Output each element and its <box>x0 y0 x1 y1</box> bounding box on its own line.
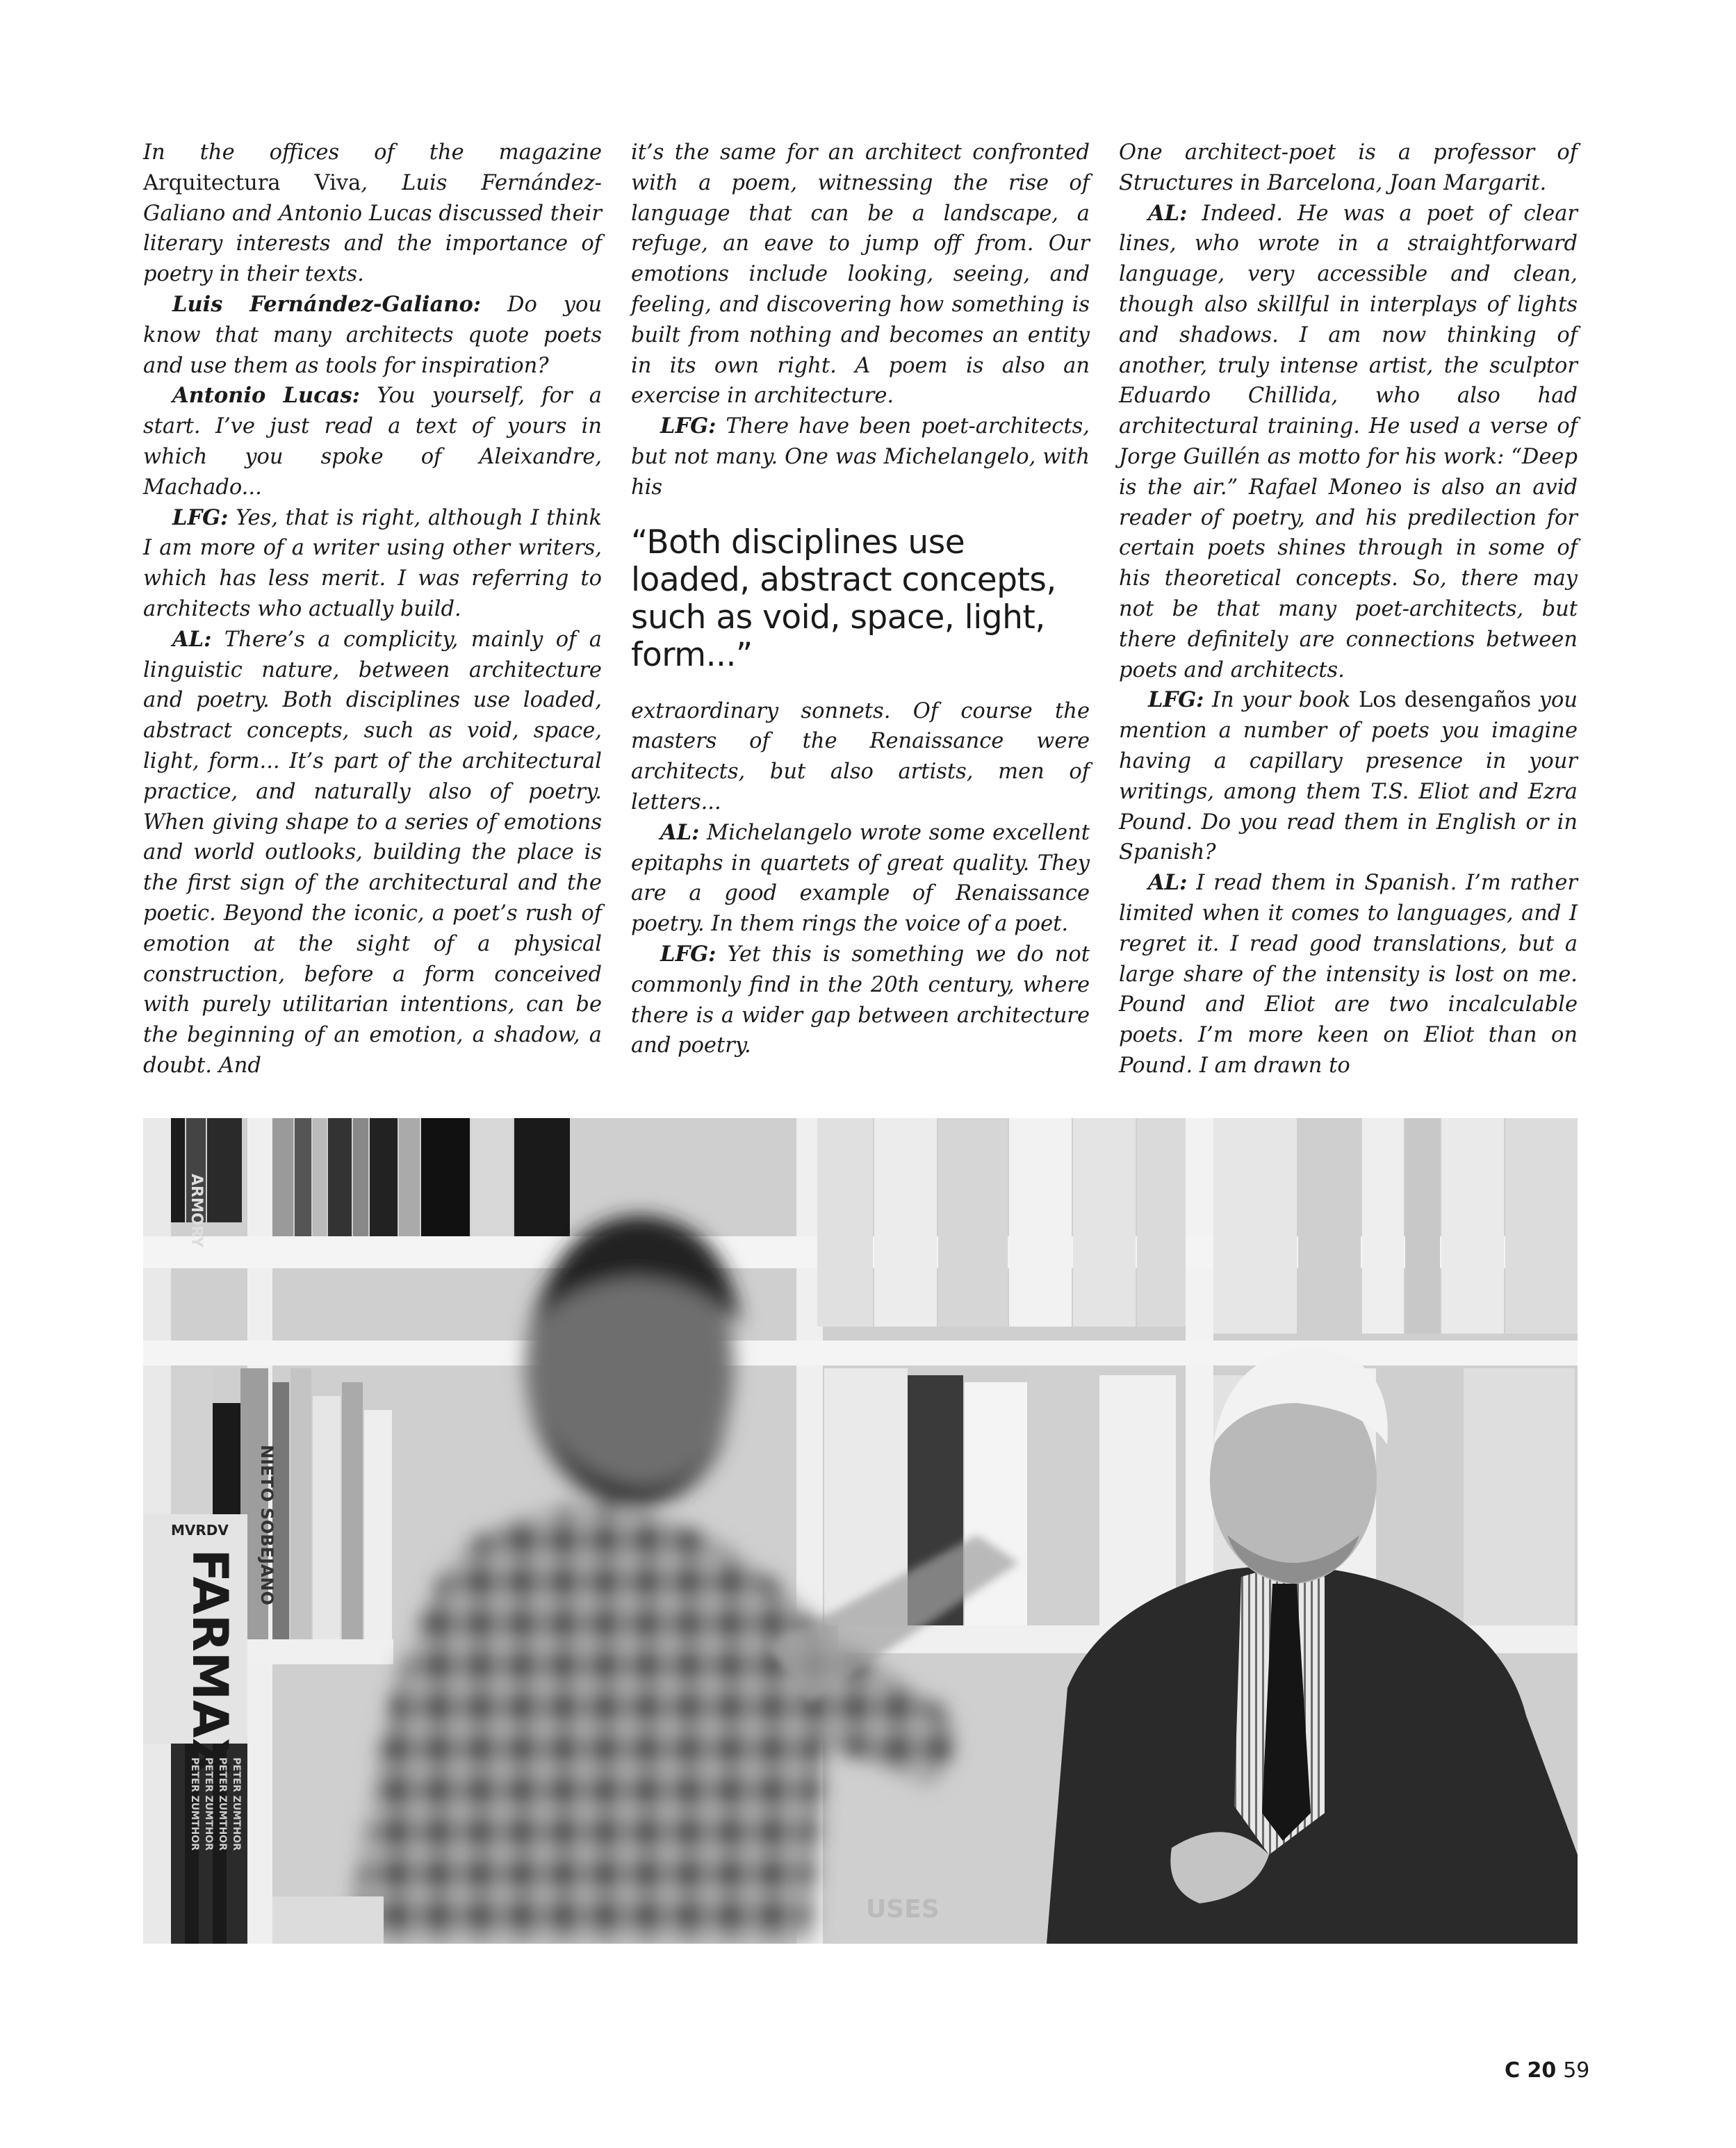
interview-paragraph: LFG: In your book Los desengaños you mention a number of poets you imagine having a capillary presence in your writings, among them T.S. Eliot and Ezra Pound. Do you read them in English or in Spanish? <box>1119 687 1578 865</box>
page-folio <box>1505 2058 1589 2083</box>
text-column-3 <box>1119 138 1578 1081</box>
magazine-name: Arquitectura <box>143 170 281 195</box>
book-spine-label: PETER ZUMTHOR <box>203 1757 214 1851</box>
speaker-label: Luis Fernández-Galiano: <box>172 291 482 317</box>
page-number: 59 <box>1563 2058 1590 2083</box>
interview-paragraph: AL: I read them in Spanish. I’m rather limited when it comes to languages, and I regret it. I read good translations, but a large share of the intensity is lost on me. Pound and Eliot are two incalculable poets. I’m more keen on Eliot than on Pound. I am drawn to <box>1119 870 1578 1078</box>
interview-paragraph: One architect-poet is a professor of Structures in Barcelona, Joan Margarit. <box>1119 140 1578 195</box>
book-spine-label: PETER ZUMTHOR <box>217 1757 228 1851</box>
interview-photo <box>143 1118 1578 1944</box>
speaker-label: LFG: <box>660 413 716 439</box>
text-column-1 <box>143 138 602 1081</box>
pull-quote: “Both disciplines use loaded, abstract concepts, such as void, space, light, form...” <box>631 523 1056 674</box>
text-column-2 <box>631 138 1090 1061</box>
book-spine-label: USES <box>866 1895 940 1924</box>
book-spine-label: PETER ZUMTHOR <box>231 1757 242 1851</box>
magazine-name-cont: Viva <box>314 170 361 195</box>
speaker-label: AL: <box>1148 870 1188 896</box>
speaker-label: LFG: <box>1148 687 1204 713</box>
speaker-label: AL: <box>660 819 700 845</box>
interview-paragraph: LFG: There have been poet-architects, but not many. One was Michelangelo, with his <box>631 413 1090 500</box>
speaker-label: AL: <box>1148 200 1188 226</box>
speaker-label: Antonio Lucas: <box>172 383 360 409</box>
speaker-label: LFG: <box>172 505 229 530</box>
book-spine-label: NIETO SOBEJANO <box>257 1445 277 1605</box>
speaker-label: AL: <box>172 626 212 652</box>
book-spine-label: FARMAX <box>181 1549 238 1776</box>
book-spine-label: PETER ZUMTHOR <box>189 1757 200 1851</box>
interview-paragraph: it’s the same for an architect confronted with a poem, witnessing the rise of language that can be a landscape, a refuge, an eave to jump off from. Our emotions include looking, seeing, and feeling, and discovering how something is built from nothing and becomes an entity in its own right. A poem is also an exercise in architecture. <box>631 140 1090 409</box>
interview-paragraph: LFG: Yet this is something we do not commonly find in the 20th century, where there is a wider gap between architecture and poetry. <box>631 941 1090 1058</box>
intro-paragraph: In the offices of the magazine Arquitectura Viva, Luis Fernández-Galiano and Antonio Lucas discussed their literary interests and the importance of poetry in their texts. <box>143 140 602 287</box>
interview-paragraph: Luis Fernández-Galiano: Do you know that many architects quote poets and use them as tools for inspiration? <box>143 291 602 378</box>
interview-paragraph: LFG: Yes, that is right, although I think I am more of a writer using other writers, which has less merit. I was referring to architects who actually build. <box>143 505 602 621</box>
interview-paragraph: AL: Indeed. He was a poet of clear lines, who wrote in a straightforward language, very accessible and clean, though also skillful in interplays of lights and shadows. I am now thinking of another, truly intense artist, the sculptor Eduardo Chillida, who also had architectural training. He used a verse of Jorge Guillén as motto for his work: “Deep is the air.” Rafael Moneo is also an avid reader of poetry, and his predilection for certain poets shines through in some of his theoretical concepts. So, there may not be that many poet-architects, but there definitely are connections between poets and architects. <box>1119 200 1578 682</box>
books-top-left <box>171 1118 570 1236</box>
interview-paragraph: Antonio Lucas: You yourself, for a start. I’ve just read a text of yours in which you spoke of Aleixandre, Machado... <box>143 383 602 500</box>
photo-illustration <box>143 1118 1578 1944</box>
speaker-label: LFG: <box>660 941 716 967</box>
magazine-issue: C 20 <box>1505 2058 1557 2083</box>
interview-paragraph: AL: There’s a complicity, mainly of a linguistic nature, between architecture and poetry. Both disciplines use loaded, abstract concepts, such as void, space, light, form... It’s part of the architectural practice, and naturally also of poetry. When giving shape to a series of emotions and world outlooks, building the place is the first sign of the architectural and the poetic. Beyond the iconic, a poet’s rush of emotion at the sight of a physical construction, before a form conceived with purely utilitarian intentions, can be the beginning of an emotion, a shadow, a doubt. And <box>143 626 602 1078</box>
book-title: Los desengaños <box>1359 688 1532 713</box>
book-spine-label: MVRDV <box>171 1522 229 1539</box>
interview-paragraph: AL: Michelangelo wrote some excellent epitaphs in quartets of great quality. They are a good example of Renaissance poetry. In them rings the voice of a poet. <box>631 819 1090 937</box>
book-spine-label: ARMORY <box>188 1174 205 1248</box>
interview-paragraph: extraordinary sonnets. Of course the masters of the Renaissance were architects, but also artists, men of letters... <box>631 698 1090 814</box>
